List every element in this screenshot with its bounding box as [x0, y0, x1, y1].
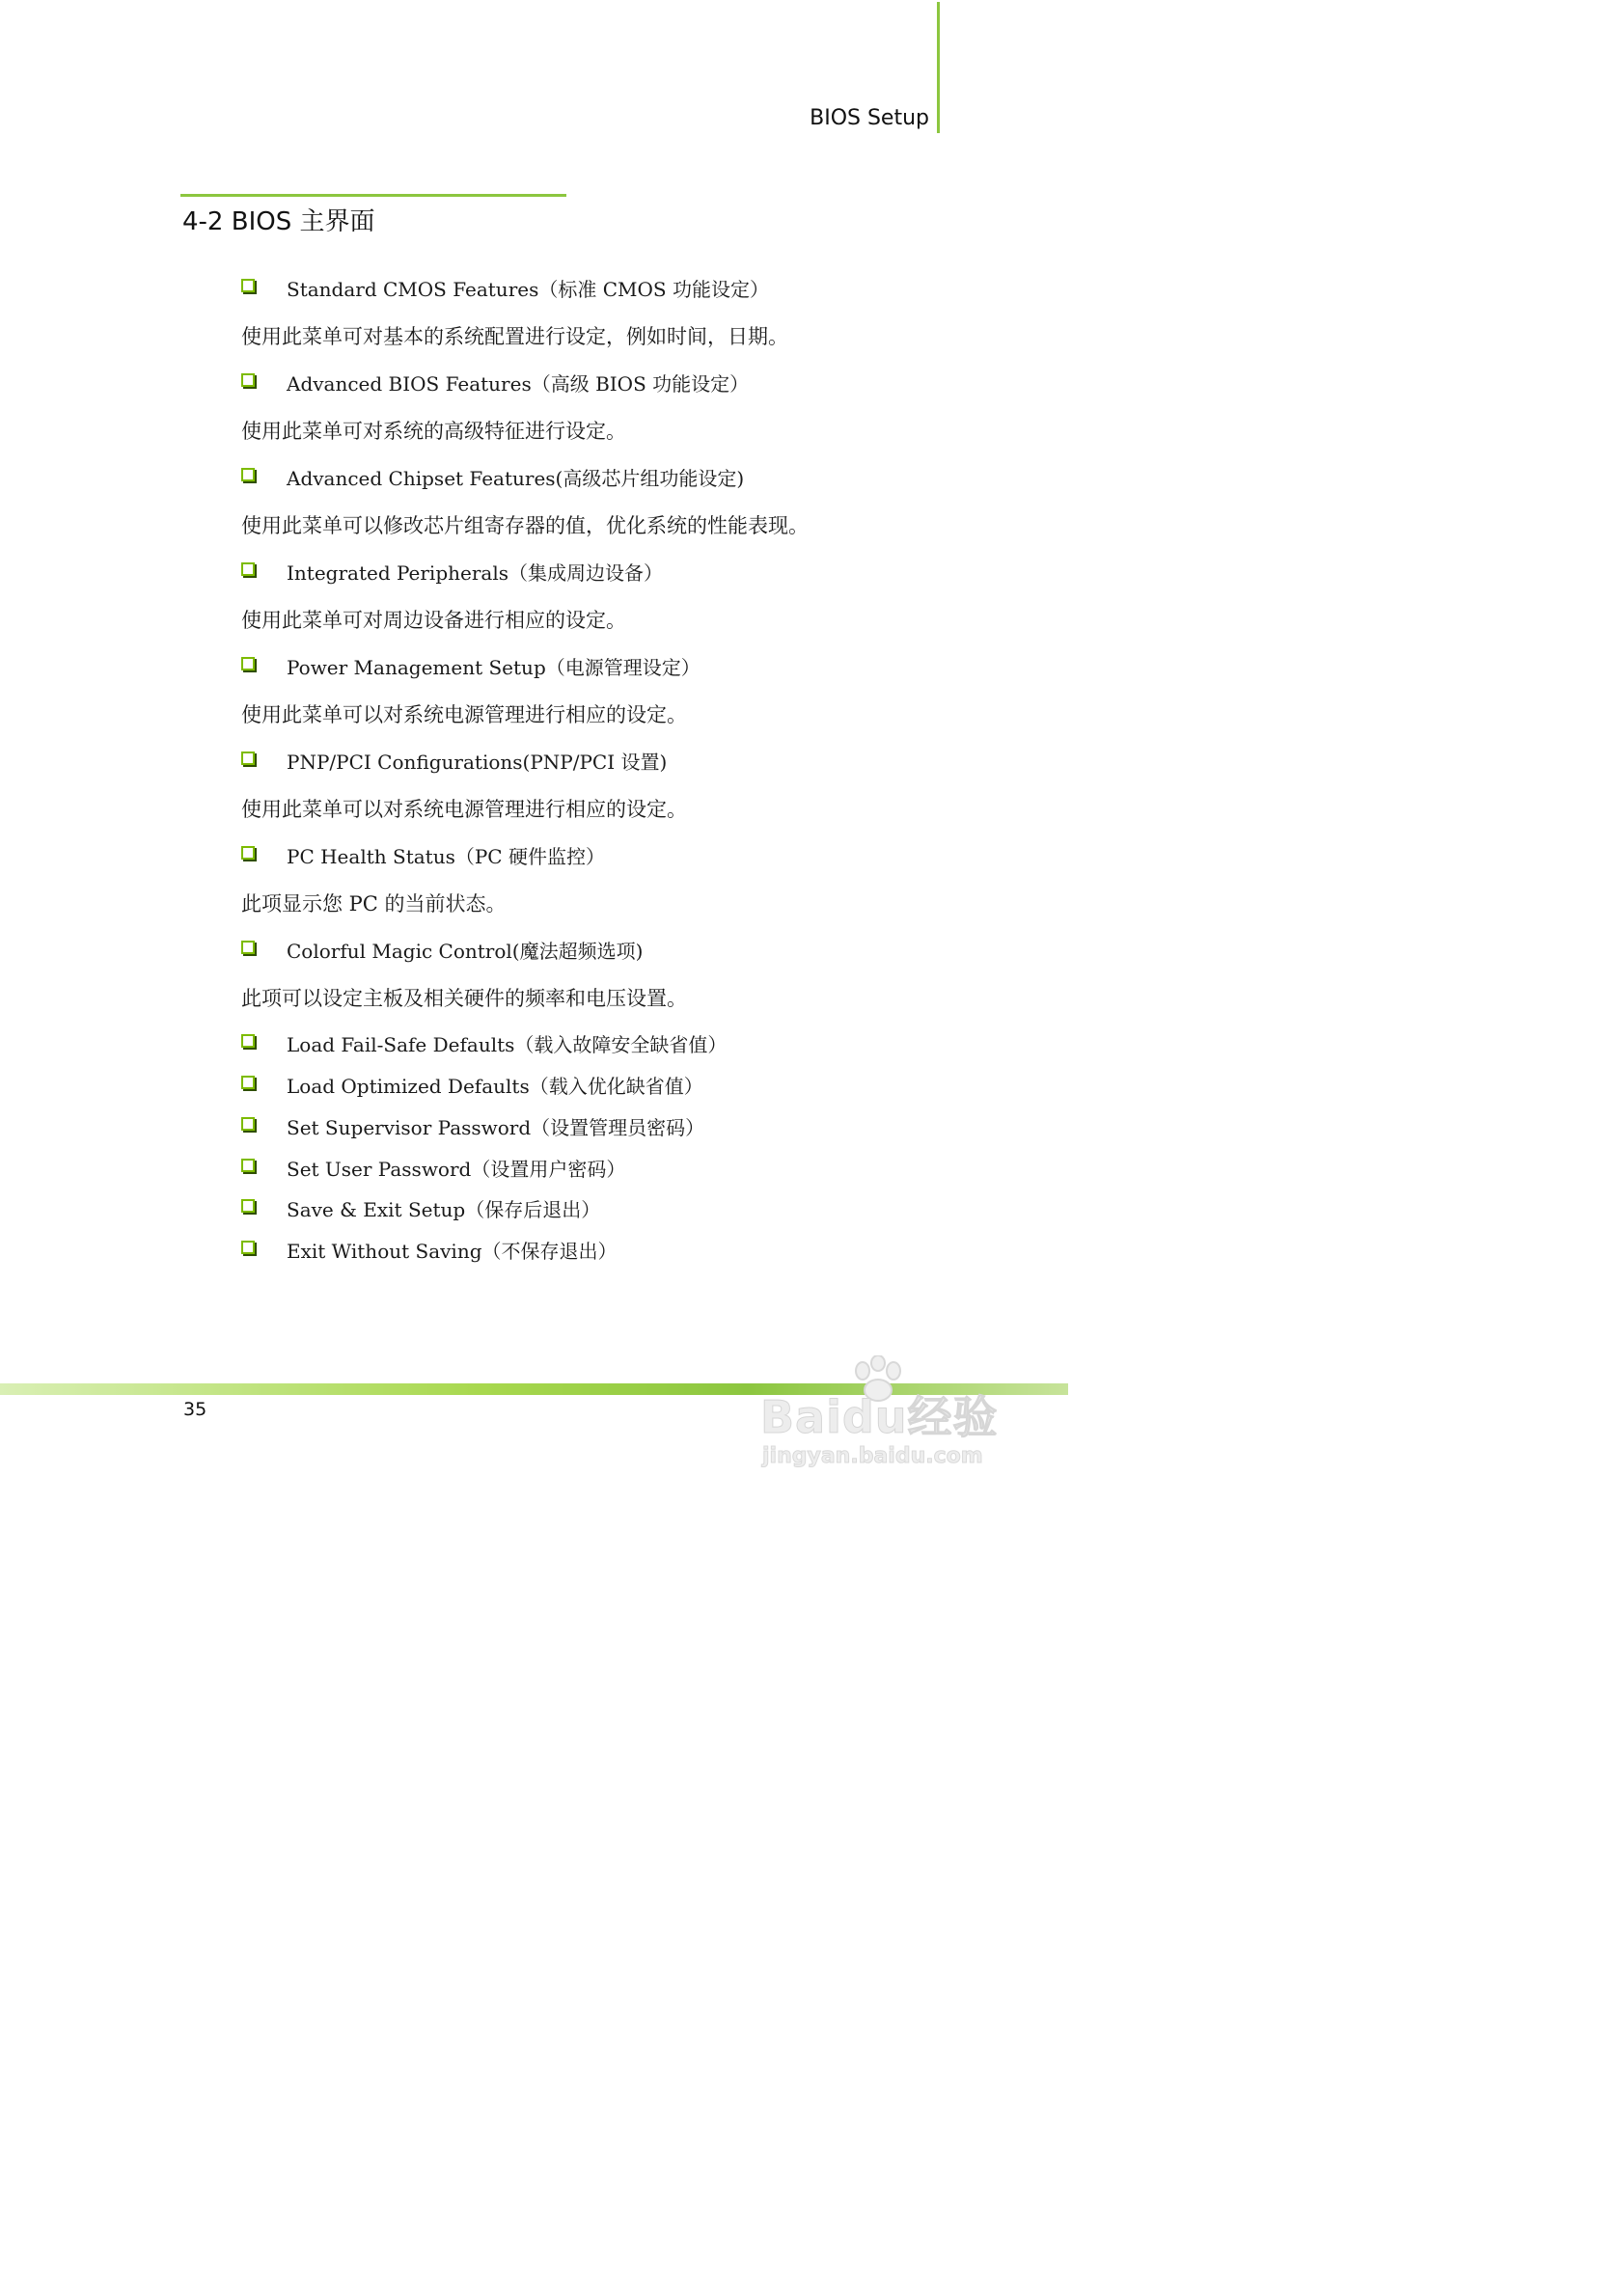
menu-item-load-optimized: Load Optimized Defaults（载入优化缺省值） — [287, 1075, 703, 1098]
menu-item-user-password: Set User Password（设置用户密码） — [287, 1158, 626, 1181]
section-title: 4-2 BIOS 主界面 — [182, 207, 375, 236]
menu-item-save-exit: Save & Exit Setup（保存后退出） — [287, 1198, 601, 1221]
menu-item-description: 使用此菜单可对系统的高级特征进行设定。 — [241, 420, 626, 443]
watermark-url: jingyan.baidu.com — [762, 1444, 983, 1468]
menu-item-advanced-bios: Advanced BIOS Features（高级 BIOS 功能设定） — [287, 372, 750, 396]
checkbox-bullet-icon — [241, 373, 255, 387]
page-number: 35 — [183, 1399, 207, 1420]
menu-item-advanced-chipset: Advanced Chipset Features(高级芯片组功能设定) — [287, 467, 745, 490]
menu-item-pc-health: PC Health Status（PC 硬件监控） — [287, 845, 605, 868]
menu-item-power-management: Power Management Setup（电源管理设定） — [287, 656, 701, 679]
checkbox-bullet-icon — [241, 562, 255, 576]
menu-item-integrated-peripherals: Integrated Peripherals（集成周边设备） — [287, 561, 663, 585]
header-vertical-rule — [937, 2, 940, 133]
checkbox-bullet-icon — [241, 1076, 255, 1089]
checkbox-bullet-icon — [241, 752, 255, 765]
checkbox-bullet-icon — [241, 1241, 255, 1254]
menu-item-supervisor-password: Set Supervisor Password（设置管理员密码） — [287, 1116, 705, 1139]
checkbox-bullet-icon — [241, 468, 255, 481]
checkbox-bullet-icon — [241, 279, 255, 292]
checkbox-bullet-icon — [241, 1199, 255, 1213]
checkbox-bullet-icon — [241, 1159, 255, 1172]
menu-item-standard-cmos: Standard CMOS Features（标准 CMOS 功能设定） — [287, 278, 769, 301]
menu-item-exit-without-saving: Exit Without Saving（不保存退出） — [287, 1240, 618, 1263]
checkbox-bullet-icon — [241, 846, 255, 860]
checkbox-bullet-icon — [241, 941, 255, 954]
baidu-watermark — [753, 1355, 1013, 1481]
checkbox-bullet-icon — [241, 1117, 255, 1131]
checkbox-bullet-icon — [241, 1034, 255, 1048]
watermark-logo: Baidu经验 — [760, 1391, 999, 1443]
checkbox-bullet-icon — [241, 657, 255, 670]
menu-item-load-failsafe: Load Fail-Safe Defaults（载入故障安全缺省值） — [287, 1033, 728, 1056]
menu-item-description: 使用此菜单可以修改芯片组寄存器的值，优化系统的性能表现。 — [241, 514, 809, 537]
menu-item-description: 使用此菜单可以对系统电源管理进行相应的设定。 — [241, 703, 687, 726]
menu-item-description: 使用此菜单可以对系统电源管理进行相应的设定。 — [241, 798, 687, 821]
menu-item-magic-control: Colorful Magic Control(魔法超频选项) — [287, 940, 644, 963]
menu-item-description: 使用此菜单可对基本的系统配置进行设定，例如时间，日期。 — [241, 325, 788, 348]
menu-item-description: 此项可以设定主板及相关硬件的频率和电压设置。 — [241, 987, 687, 1010]
header-label: BIOS Setup — [810, 106, 929, 130]
section-title-rule — [180, 194, 566, 197]
menu-item-description: 使用此菜单可对周边设备进行相应的设定。 — [241, 609, 626, 632]
menu-item-description: 此项显示您 PC 的当前状态。 — [241, 892, 507, 916]
manual-page — [0, 0, 1068, 1507]
menu-item-pnp-pci: PNP/PCI Configurations(PNP/PCI 设置) — [287, 751, 668, 774]
